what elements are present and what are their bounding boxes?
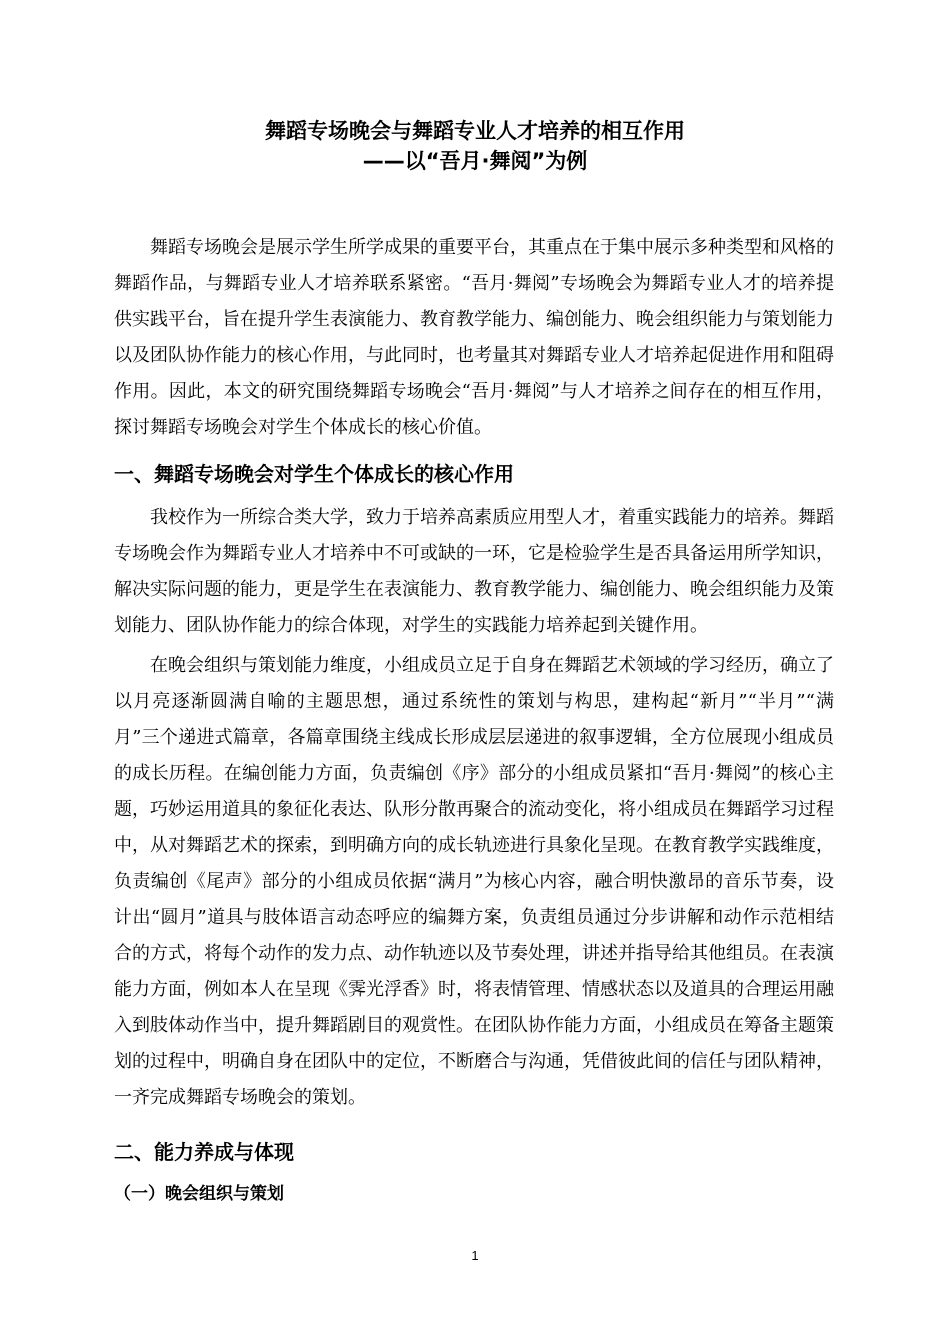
- page-number: 1: [471, 1248, 479, 1263]
- section-heading-2: 二、能力养成与体现: [114, 1140, 294, 1164]
- intro-paragraph: 舞蹈专场晚会是展示学生所学成果的重要平台，其重点在于集中展示多种类型和风格的舞蹈作品，与舞蹈专业人才培养联系紧密。“吾月·舞阅”专场晚会为舞蹈专业人才的培养提供实践平台，旨在提升学生表演能力、教育教学能力、编创能力、晚会组织能力与策划能力以及团队协作能力的核心作用，与此同时，也考量其对舞蹈专业人才培养起促进作用和阻碍作用。因此，本文的研究围绕舞蹈专场晚会“吾月·舞阅”与人才培养之间存在的相互作用，探讨舞蹈专场晚会对学生个体成长的核心价值。: [114, 237, 834, 438]
- section-heading-1: 一、舞蹈专场晚会对学生个体成长的核心作用: [114, 462, 514, 486]
- section1-paragraph-1: 我校作为一所综合类大学，致力于培养高素质应用型人才，着重实践能力的培养。舞蹈专场晚会作为舞蹈专业人才培养中不可或缺的一环，它是检验学生是否具备运用所学知识，解决实际问题的能力，更是学生在表演能力、教育教学能力、编创能力、晚会组织能力及策划能力、团队协作能力的综合体现，对学生的实践能力培养起到关键作用。: [114, 507, 834, 636]
- subsection-heading: （一）晚会组织与策划: [114, 1184, 284, 1204]
- document-subtitle: ——以“吾月·舞阅”为例: [362, 149, 588, 173]
- document-title: 舞蹈专场晚会与舞蹈专业人才培养的相互作用: [265, 119, 685, 143]
- section1-paragraph-2: 在晚会组织与策划能力维度，小组成员立足于自身在舞蹈艺术领域的学习经历，确立了以月亮逐渐圆满自喻的主题思想，通过系统性的策划与构思，建构起“新月”“半月”“满月”三个递进式篇章，各篇章围绕主线成长形成层层递进的叙事逻辑，全方位展现小组成员的成长历程。在编创能力方面，负责编创《序》部分的小组成员紧扣“吾月·舞阅”的核心主题，巧妙运用道具的象征化表达、队形分散再聚合的流动变化，将小组成员在舞蹈学习过程中，从对舞蹈艺术的探索，到明确方向的成长轨迹进行具象化呈现。在教育教学实践维度，负责编创《尾声》部分的小组成员依据“满月”为核心内容，融合明快激昂的音乐节奏，设计出“圆月”道具与肢体语言动态呼应的编舞方案，负责组员通过分步讲解和动作示范相结合的方式，将每个动作的发力点、动作轨迹以及节奏处理，讲述并指导给其他组员。在表演能力方面，例如本人在呈现《霁光浮香》时，将表情管理、情感状态以及道具的合理运用融入到肢体动作当中，提升舞蹈剧目的观赏性。在团队协作能力方面，小组成员在筹备主题策划的过程中，明确自身在团队中的定位，不断磨合与沟通，凭借彼此间的信任与团队精神，一齐完成舞蹈专场晚会的策划。: [114, 655, 834, 1108]
